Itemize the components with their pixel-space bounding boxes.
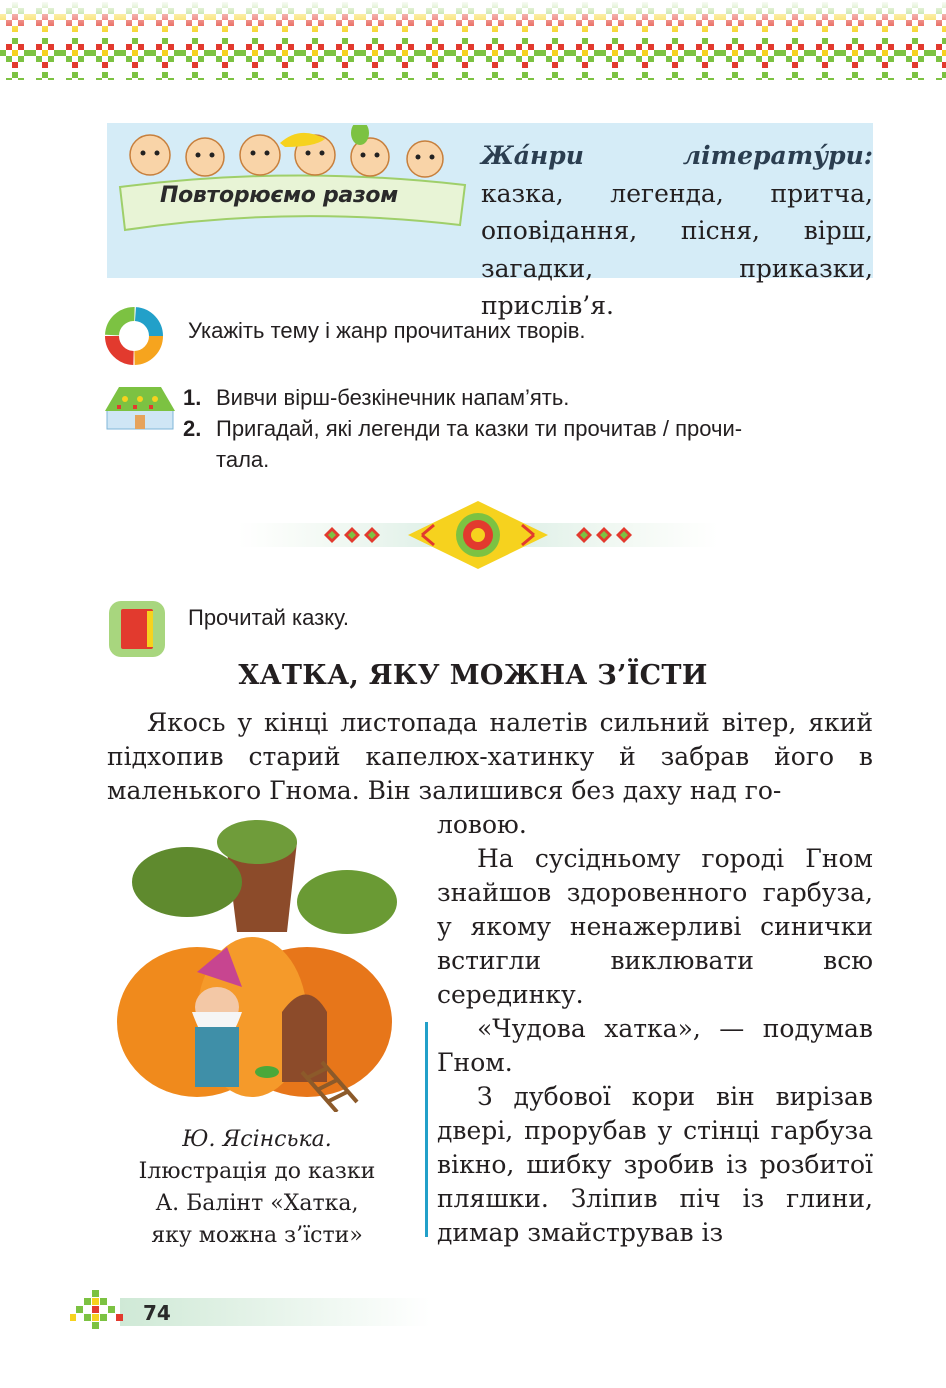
- genres-lead: Жа́нри літерату́ри:: [481, 141, 873, 170]
- story-paragraph-end: ловою.: [437, 810, 527, 839]
- footer-ornament: [70, 1288, 430, 1336]
- caption-line: яку можна з’їсти»: [151, 1223, 363, 1248]
- pumpkin-house-illustration: [107, 812, 407, 1112]
- caption-author: Ю. Ясінська.: [182, 1127, 332, 1152]
- accent-line: [425, 1022, 428, 1237]
- task-read: Прочитай казку.: [188, 605, 349, 630]
- story-title: ХАТКА, ЯКУ МОЖНА З’ЇСТИ: [238, 660, 708, 691]
- caption-line: Ілюстрація до казки: [138, 1159, 376, 1184]
- story-paragraph: Якось у кінці листопада налетів сильний вітер, який підхопив старий капелюх-хатинку й забрав його в маленького Гнома. Він залишився без даху над го-: [107, 708, 873, 805]
- homework-text: Вивчи вірш-безкінечник напам’ять.: [216, 385, 570, 410]
- story-paragraph: На сусідньому городі Гном знайшов здоровенного гарбуза, у якому ненажерливі синички встигли виклювати всю серединку.: [437, 844, 873, 1009]
- ornament-divider: [238, 495, 718, 575]
- task-discuss: Укажіть тему і жанр прочитаних творів.: [188, 318, 586, 343]
- illustration-caption: [107, 1124, 407, 1252]
- homework-num: 2.: [183, 416, 202, 441]
- homework-num: 1.: [183, 385, 202, 410]
- homework-list: [183, 382, 742, 475]
- homework-text: Пригадай, які легенди та казки ти прочитав / прочи-: [216, 416, 743, 441]
- story-paragraph: З дубової кори він вирізав двері, прорубав у стінці гарбуза вікно, шибку зробив із розбитої пляшки. Зліпив піч із глини, димар змайстрував із: [437, 1082, 873, 1247]
- top-ornament-border: [0, 0, 946, 92]
- colour-ring-icon: [102, 304, 166, 368]
- review-label: Повторюємо разом: [160, 183, 398, 208]
- homework-text-continued: тала.: [216, 447, 270, 472]
- children-faces-illustration: [110, 125, 470, 235]
- genres-list: казка, легенда, притча, оповідання, пісня, вірш, загадки, приказки, прислів’я.: [481, 178, 873, 320]
- genres-definition: [481, 137, 873, 325]
- caption-line: А. Балінт «Хатка,: [155, 1191, 359, 1216]
- house-icon: [103, 383, 177, 431]
- story-paragraph: «Чудова хатка», — подумав Гном.: [437, 1014, 873, 1077]
- page-number: 74: [143, 1301, 171, 1325]
- homework-item: [183, 382, 742, 413]
- homework-item: [183, 413, 742, 444]
- red-book-icon: [107, 599, 167, 659]
